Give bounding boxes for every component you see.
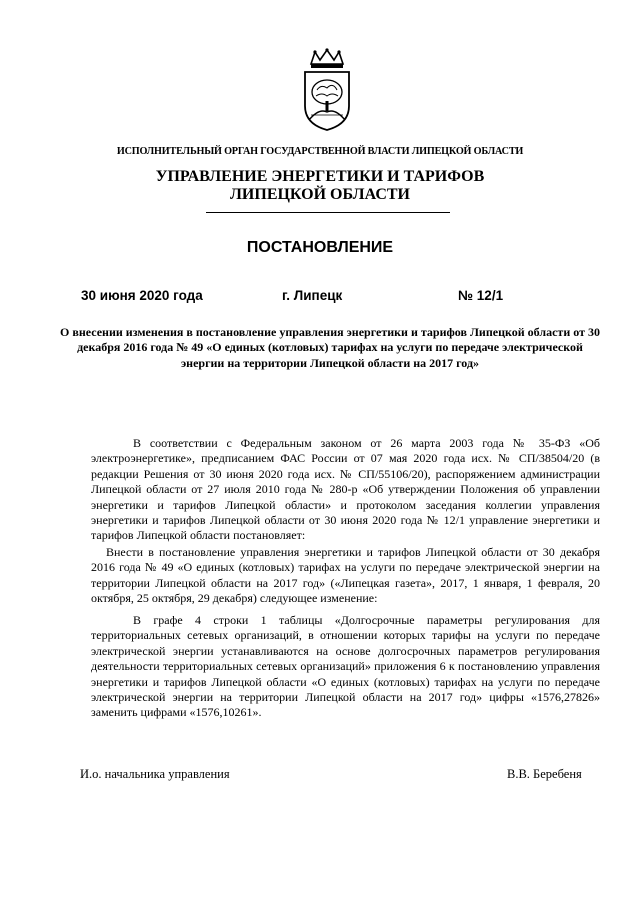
amendment-paragraph: В графе 4 строки 1 таблицы «Долгосрочные параметры регулирования для территориальных сетевых организаций, в отношении которых тарифы на услуги по передаче электрической энергии устанавливаются на основе долгосрочных параметров регулирования деятельности территориальных сетевых организаций» приложения 6 к постановлению управления энергетики и тарифов Липецкой области «О единых (котловых) тарифах на услуги по передаче электрической энергии на территории Липецкой области на 2017 год» цифры «1576,27826» заменить цифрами «1576,10261». [91,613,600,720]
document-place: г. Липецк [282,288,343,303]
document-number: № 12/1 [458,288,504,303]
department-name-line2: ЛИПЕЦКОЙ ОБЛАСТИ [230,186,410,203]
department-name-line1: УПРАВЛЕНИЕ ЭНЕРГЕТИКИ И ТАРИФОВ [155,168,485,185]
resolution-paragraph: Внести в постановление управления энергетики и тарифов Липецкой области от 30 декабря 2016 года № 49 «О единых (котловых) тарифах на услуги по передаче электрической энергии на территории Липецкой области на 2017 год» («Липецкая газета», 2017, 1 января, 1 февраля, 20 октября, 25 октября, 29 декабря) следующее изменение: [91,545,600,606]
preamble-paragraph: В соответствии с Федеральным законом от 26 марта 2003 года № 35-ФЗ «Об электроэнергетике», предписанием ФАС России от 07 мая 2020 года исх. № СП/38504/20 (в редакции Решения от 30 июня 2020 года исх. № СП/55106/20), распоряжением администрации Липецкой области от 27 июля 2010 года № 280-р «Об утверждении Положения об управлении энергетики и тарифов Липецкой области» и протоколом заседания коллегии управления энергетики и тарифов Липецкой области от 30 июня 2020 года № 12/1 управление энергетики и тарифов Липецкой области постановляет: [91,436,600,543]
document-subject: О внесении изменения в постановление управления энергетики и тарифов Липецкой области от 30 декабря 2016 года № 49 «О единых (котловых) тарифах на услуги по передаче электрической энергии на территории Липецкой области на 2017 год» [60,325,600,370]
signatory-position: И.о. начальника управления [80,767,230,781]
document-date: 30 июня 2020 года [81,288,203,303]
signatory-name: В.В. Беребеня [507,767,582,781]
organization-name: ИСПОЛНИТЕЛЬНЫЙ ОРГАН ГОСУДАРСТВЕННОЙ ВЛАСТИ ЛИПЕЦКОЙ ОБЛАСТИ [116,146,524,157]
header-divider [206,212,450,213]
document-type: ПОСТАНОВЛЕНИЕ [246,239,394,256]
lipetsk-coat-of-arms-icon [299,48,355,132]
department-name [0,168,640,204]
